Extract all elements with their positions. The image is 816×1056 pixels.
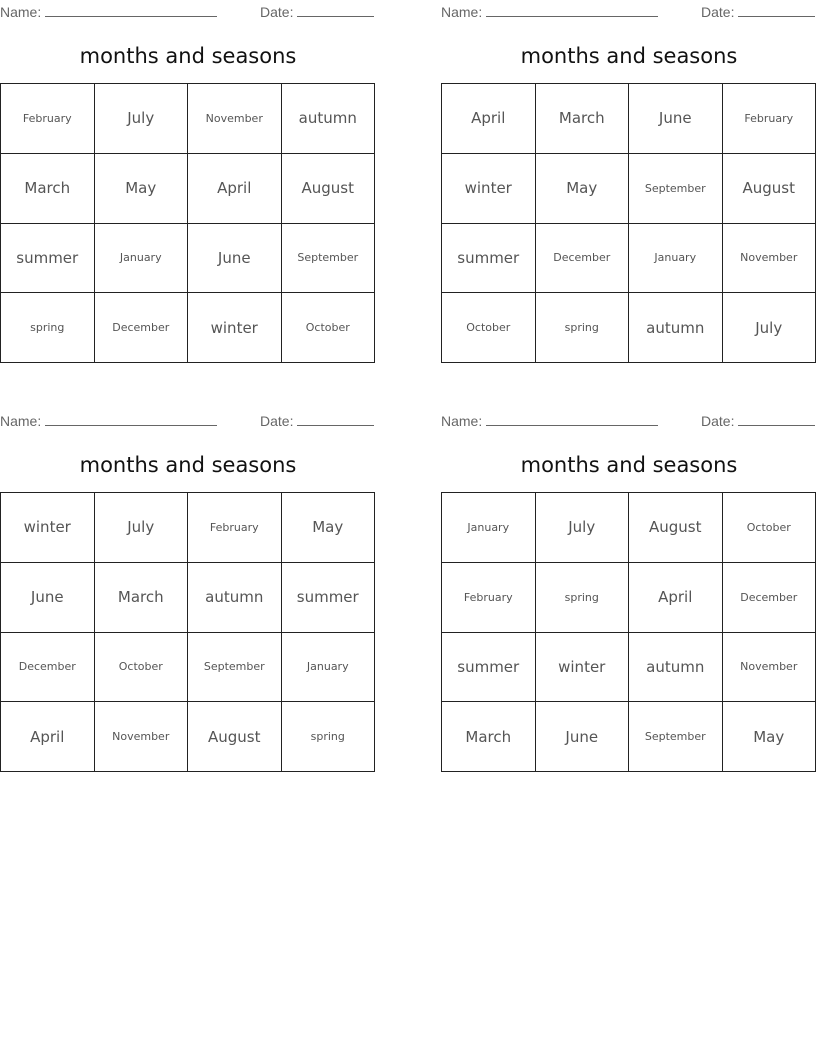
- name-blank-line: [45, 411, 217, 426]
- grid-cell: May: [95, 154, 189, 224]
- grid-cell: July: [723, 293, 816, 363]
- date-label: Date:: [701, 4, 735, 20]
- grid-cell: December: [723, 563, 816, 633]
- grid-cell: autumn: [282, 84, 376, 154]
- grid-cell: March: [442, 702, 536, 772]
- grid-cell: May: [536, 154, 630, 224]
- date-label: Date:: [260, 413, 294, 429]
- grid-cell: June: [1, 563, 95, 633]
- grid-cell: spring: [1, 293, 95, 363]
- grid-cell: September: [188, 633, 282, 703]
- grid-cell: November: [95, 702, 189, 772]
- grid-cell: spring: [536, 293, 630, 363]
- date-blank-line: [297, 411, 374, 426]
- grid-cell: August: [282, 154, 376, 224]
- grid-cell: winter: [1, 493, 95, 563]
- grid-cell: August: [629, 493, 723, 563]
- grid-cell: September: [629, 702, 723, 772]
- card-title: months and seasons: [520, 44, 738, 68]
- grid-cell: February: [1, 84, 95, 154]
- bingo-grid: [0, 83, 375, 363]
- grid-cell: June: [536, 702, 630, 772]
- name-field: [0, 2, 217, 20]
- name-label: Name:: [0, 4, 42, 20]
- grid-cell: December: [1, 633, 95, 703]
- grid-cell: February: [188, 493, 282, 563]
- grid-cell: December: [536, 224, 630, 294]
- grid-cell: June: [188, 224, 282, 294]
- grid-cell: September: [629, 154, 723, 224]
- name-field: [441, 411, 658, 429]
- grid-cell: November: [723, 224, 816, 294]
- grid-cell: January: [95, 224, 189, 294]
- name-field: [441, 2, 658, 20]
- grid-cell: February: [442, 563, 536, 633]
- grid-cell: July: [95, 493, 189, 563]
- grid-cell: October: [723, 493, 816, 563]
- grid-cell: winter: [442, 154, 536, 224]
- grid-cell: October: [442, 293, 536, 363]
- grid-cell: autumn: [629, 293, 723, 363]
- name-blank-line: [486, 411, 658, 426]
- grid-cell: spring: [282, 702, 376, 772]
- name-label: Name:: [0, 413, 42, 429]
- grid-cell: summer: [282, 563, 376, 633]
- grid-cell: March: [95, 563, 189, 633]
- date-label: Date:: [260, 4, 294, 20]
- grid-cell: March: [536, 84, 630, 154]
- grid-cell: January: [442, 493, 536, 563]
- grid-cell: summer: [1, 224, 95, 294]
- grid-cell: April: [1, 702, 95, 772]
- grid-cell: winter: [188, 293, 282, 363]
- name-label: Name:: [441, 413, 483, 429]
- grid-cell: winter: [536, 633, 630, 703]
- grid-cell: July: [95, 84, 189, 154]
- grid-cell: February: [723, 84, 816, 154]
- card-title: months and seasons: [79, 453, 297, 477]
- card-title: months and seasons: [79, 44, 297, 68]
- grid-cell: August: [188, 702, 282, 772]
- grid-cell: autumn: [629, 633, 723, 703]
- date-field: [260, 2, 374, 20]
- grid-cell: April: [629, 563, 723, 633]
- date-label: Date:: [701, 413, 735, 429]
- bingo-grid: [441, 492, 816, 772]
- date-field: [701, 2, 815, 20]
- date-blank-line: [738, 2, 815, 17]
- grid-cell: September: [282, 224, 376, 294]
- date-blank-line: [297, 2, 374, 17]
- grid-cell: November: [188, 84, 282, 154]
- grid-cell: October: [95, 633, 189, 703]
- grid-cell: October: [282, 293, 376, 363]
- grid-cell: May: [282, 493, 376, 563]
- grid-cell: January: [282, 633, 376, 703]
- name-blank-line: [486, 2, 658, 17]
- grid-cell: autumn: [188, 563, 282, 633]
- grid-cell: summer: [442, 633, 536, 703]
- bingo-grid: [441, 83, 816, 363]
- grid-cell: December: [95, 293, 189, 363]
- grid-cell: July: [536, 493, 630, 563]
- date-field: [701, 411, 815, 429]
- grid-cell: April: [188, 154, 282, 224]
- date-blank-line: [738, 411, 815, 426]
- name-label: Name:: [441, 4, 483, 20]
- date-field: [260, 411, 374, 429]
- grid-cell: spring: [536, 563, 630, 633]
- grid-cell: March: [1, 154, 95, 224]
- grid-cell: June: [629, 84, 723, 154]
- grid-cell: November: [723, 633, 816, 703]
- name-field: [0, 411, 217, 429]
- card-title: months and seasons: [520, 453, 738, 477]
- bingo-grid: [0, 492, 375, 772]
- grid-cell: January: [629, 224, 723, 294]
- grid-cell: summer: [442, 224, 536, 294]
- name-blank-line: [45, 2, 217, 17]
- grid-cell: August: [723, 154, 816, 224]
- grid-cell: April: [442, 84, 536, 154]
- grid-cell: May: [723, 702, 816, 772]
